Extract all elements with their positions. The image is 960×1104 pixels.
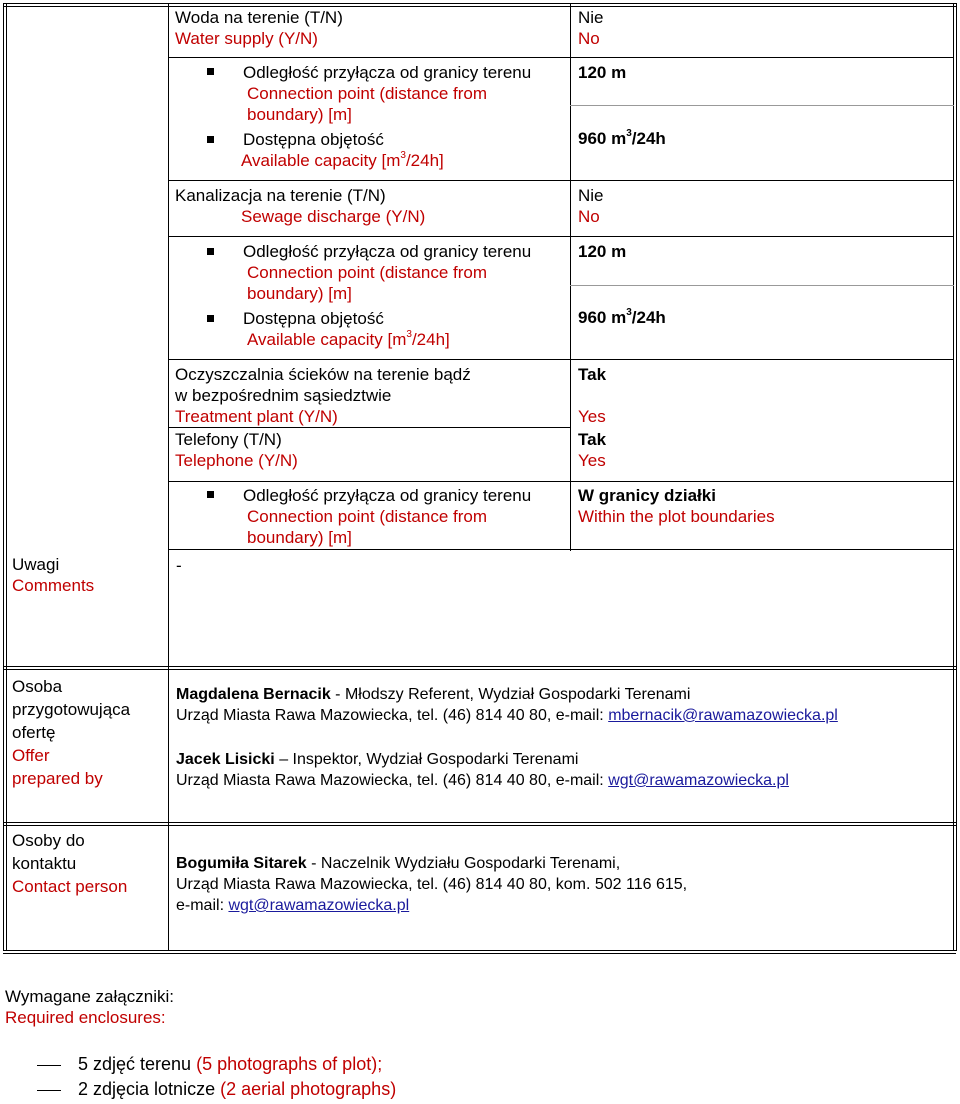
contact-person-label: Osoby do kontaktu Contact person <box>12 831 128 896</box>
telephone-value: Tak Yes <box>578 430 607 470</box>
email-link[interactable]: wgt@rawamazowiecka.pl <box>228 897 410 914</box>
email-link[interactable]: mbernacik@rawamazowiecka.pl <box>608 707 838 724</box>
prepared-by-label: Osoba przygotowująca ofertę Offer prepared by <box>12 677 131 788</box>
col-divider-2 <box>570 3 571 551</box>
comments-value: - <box>176 556 182 575</box>
treatment-plant-label: Oczyszczalnia ścieków na terenie bądź w bezpośrednim sąsiedztwie Treatment plant (Y/N) <box>175 365 471 426</box>
water-capacity-value: 960 $m^3/24h$ <box>578 128 666 148</box>
row-line <box>168 236 954 237</box>
row-line <box>168 359 954 360</box>
dash-icon <box>37 1090 61 1091</box>
bullet-icon <box>207 136 214 143</box>
row-line <box>570 105 954 106</box>
bullet-icon <box>207 248 214 255</box>
bullet-icon <box>207 315 214 322</box>
water-connection-value: 120 m <box>578 63 627 82</box>
contact-person-details: Bogumiła Sitarek - Naczelnik Wydziału Gospodarki Terenami, Urząd Miasta Rawa Mazowiecka, tel. (46) 814 40 80, kom. 502 116 615, e-mail: wgt@rawamazowiecka.pl <box>176 855 688 914</box>
prepared-by-person-2: Jacek Lisicki – Inspektor, Wydział Gospodarki Terenami Urząd Miasta Rawa Mazowiecka, tel. (46) 814 40 80, e-mail: wgt@rawamazowiecka.pl <box>176 751 789 789</box>
bullet-icon <box>207 491 214 498</box>
table-left-border <box>3 3 7 951</box>
row-line <box>168 481 954 482</box>
sewage-connection-label: Odległość przyłącza od granicy terenu Connection point (distance from boundary) [m] <box>243 242 532 303</box>
row-line <box>168 549 954 550</box>
telephone-connection-value: W granicy działki Within the plot boundaries <box>578 486 775 526</box>
sewage-value: Nie No <box>578 186 604 226</box>
section-divider <box>3 822 956 826</box>
row-line <box>168 180 954 181</box>
section-divider <box>3 666 956 670</box>
sewage-connection-value: 120 m <box>578 242 627 261</box>
water-supply-label: Woda na terenie (T/N) Water supply (Y/N) <box>175 8 343 48</box>
water-connection-label: Odległość przyłącza od granicy terenu Connection point (distance from boundary) [m] <box>243 63 532 124</box>
water-supply-value: Nie No <box>578 8 604 48</box>
sewage-label: Kanalizacja na terenie (T/N) Sewage discharge (Y/N) <box>175 186 426 226</box>
table-top-border <box>3 3 956 7</box>
col-divider-1 <box>168 3 169 951</box>
prepared-by-person-1: Magdalena Bernacik - Młodszy Referent, Wydział Gospodarki Terenami Urząd Miasta Rawa Mazowiecka, tel. (46) 814 40 80, e-mail: mbernacik@rawamazowiecka.pl <box>176 686 838 724</box>
telephone-label: Telefony (T/N) Telephone (Y/N) <box>175 430 298 470</box>
row-line <box>570 285 954 286</box>
enclosure-item-1: 5 zdjęć terenu (5 photographs of plot); <box>78 1054 383 1074</box>
bullet-icon <box>207 68 214 75</box>
enclosure-item-2: 2 zdjęcia lotnicze (2 aerial photographs) <box>78 1079 397 1099</box>
email-link[interactable]: wgt@rawamazowiecka.pl <box>608 772 789 789</box>
row-line <box>168 427 570 428</box>
comments-label: Uwagi Comments <box>12 555 95 595</box>
sewage-capacity-value: 960 $m^3/24h$ <box>578 307 666 327</box>
water-capacity-label: Dostępna objętość Available capacity $[m^3/24h]$ <box>241 130 444 170</box>
row-line <box>168 57 954 58</box>
treatment-plant-value: Tak Yes <box>578 365 607 426</box>
table-right-border <box>953 3 957 951</box>
telephone-connection-label: Odległość przyłącza od granicy terenu Connection point (distance from boundary) [m] <box>243 486 532 547</box>
table-bottom-border <box>3 950 956 954</box>
enclosures-title: Wymagane załączniki: Required enclosures: <box>5 987 174 1027</box>
dash-icon <box>37 1065 61 1066</box>
sewage-capacity-label: Dostępna objętość Available capacity $[m^3/24h]$ <box>243 309 450 349</box>
